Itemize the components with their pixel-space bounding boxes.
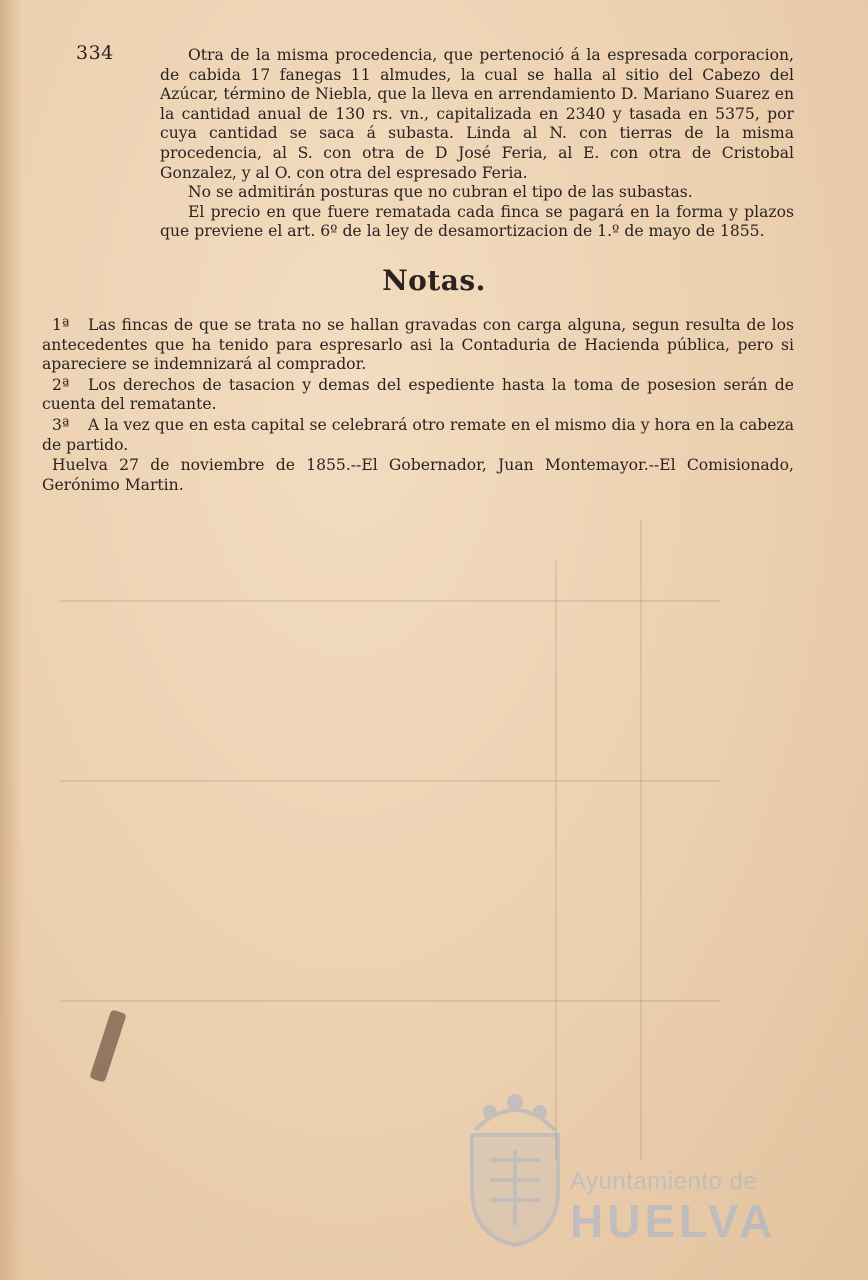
note-number: 3ª xyxy=(52,415,70,434)
ink-stain xyxy=(89,1009,126,1082)
page-edge-shadow xyxy=(0,0,22,1280)
note-item xyxy=(42,316,794,375)
watermark-line1: Ayuntamiento de xyxy=(570,1168,758,1195)
signature-line: Huelva 27 de noviembre de 1855.--El Gobernador, Juan Montemayor.--El Comisionado, Gerónimo Martin. xyxy=(42,456,794,494)
bleed-rule xyxy=(555,560,557,1160)
note-text: Las fincas de que se trata no se hallan gravadas con carga alguna, segun resulta de los antecedentes que ha tenido para espresarlo asi la Contaduria de Hacienda pública, pero si apareciere se indemnizará al comprador. xyxy=(42,316,794,374)
note-number: 1ª xyxy=(52,316,70,334)
note-text: Los derechos de tasacion y demas del espediente hasta la toma de posesion serán de cuenta del rematante. xyxy=(42,375,794,414)
huelva-coat-of-arms-icon xyxy=(460,1090,570,1250)
note-item xyxy=(42,376,794,415)
bids-rule-paragraph: No se admitirán posturas que no cubran el tipo de las subastas. xyxy=(188,183,693,202)
notes-list xyxy=(42,316,794,495)
bleed-rule xyxy=(60,1000,720,1002)
bleed-rule xyxy=(60,780,720,782)
note-text: A la vez que en esta capital se celebrará otro remate en el mismo dia y hora en la cabeza de partido. xyxy=(42,415,794,454)
watermark-line2: HUELVA xyxy=(570,1195,777,1247)
page-number: 334 xyxy=(76,42,114,64)
payment-terms-paragraph: El precio en que fuere rematada cada finca se pagará en la forma y plazos que previene el art. 6º de la ley de desamortizacion de 1.º de mayo de 1855. xyxy=(160,202,794,241)
bleed-rule xyxy=(60,600,720,602)
watermark-logo xyxy=(570,1168,777,1247)
bleed-rule xyxy=(640,520,642,1160)
note-number: 2ª xyxy=(52,375,70,394)
property-description-paragraph: Otra de la misma procedencia, que pertenoció á la espresada corporacion, de cabida 17 fanegas 11 almudes, la cual se halla al sitio del Cabezo del Azúcar, término de Niebla, que la lleva en arrendamiento D. Mariano Suarez en la cantidad anual de 130 rs. vn., capitalizada en 2340 y tasada en 5375, por cuya cantidad se saca á subasta. Linda al N. con tierras de la misma procedencia, al S. con otra de D José Feria, al E. con otra de Cristobal Gonzalez, y al O. con otra del espresado Feria. xyxy=(160,46,794,182)
note-item xyxy=(42,416,794,455)
notes-heading: Notas. xyxy=(382,264,486,297)
body-text xyxy=(160,46,794,242)
